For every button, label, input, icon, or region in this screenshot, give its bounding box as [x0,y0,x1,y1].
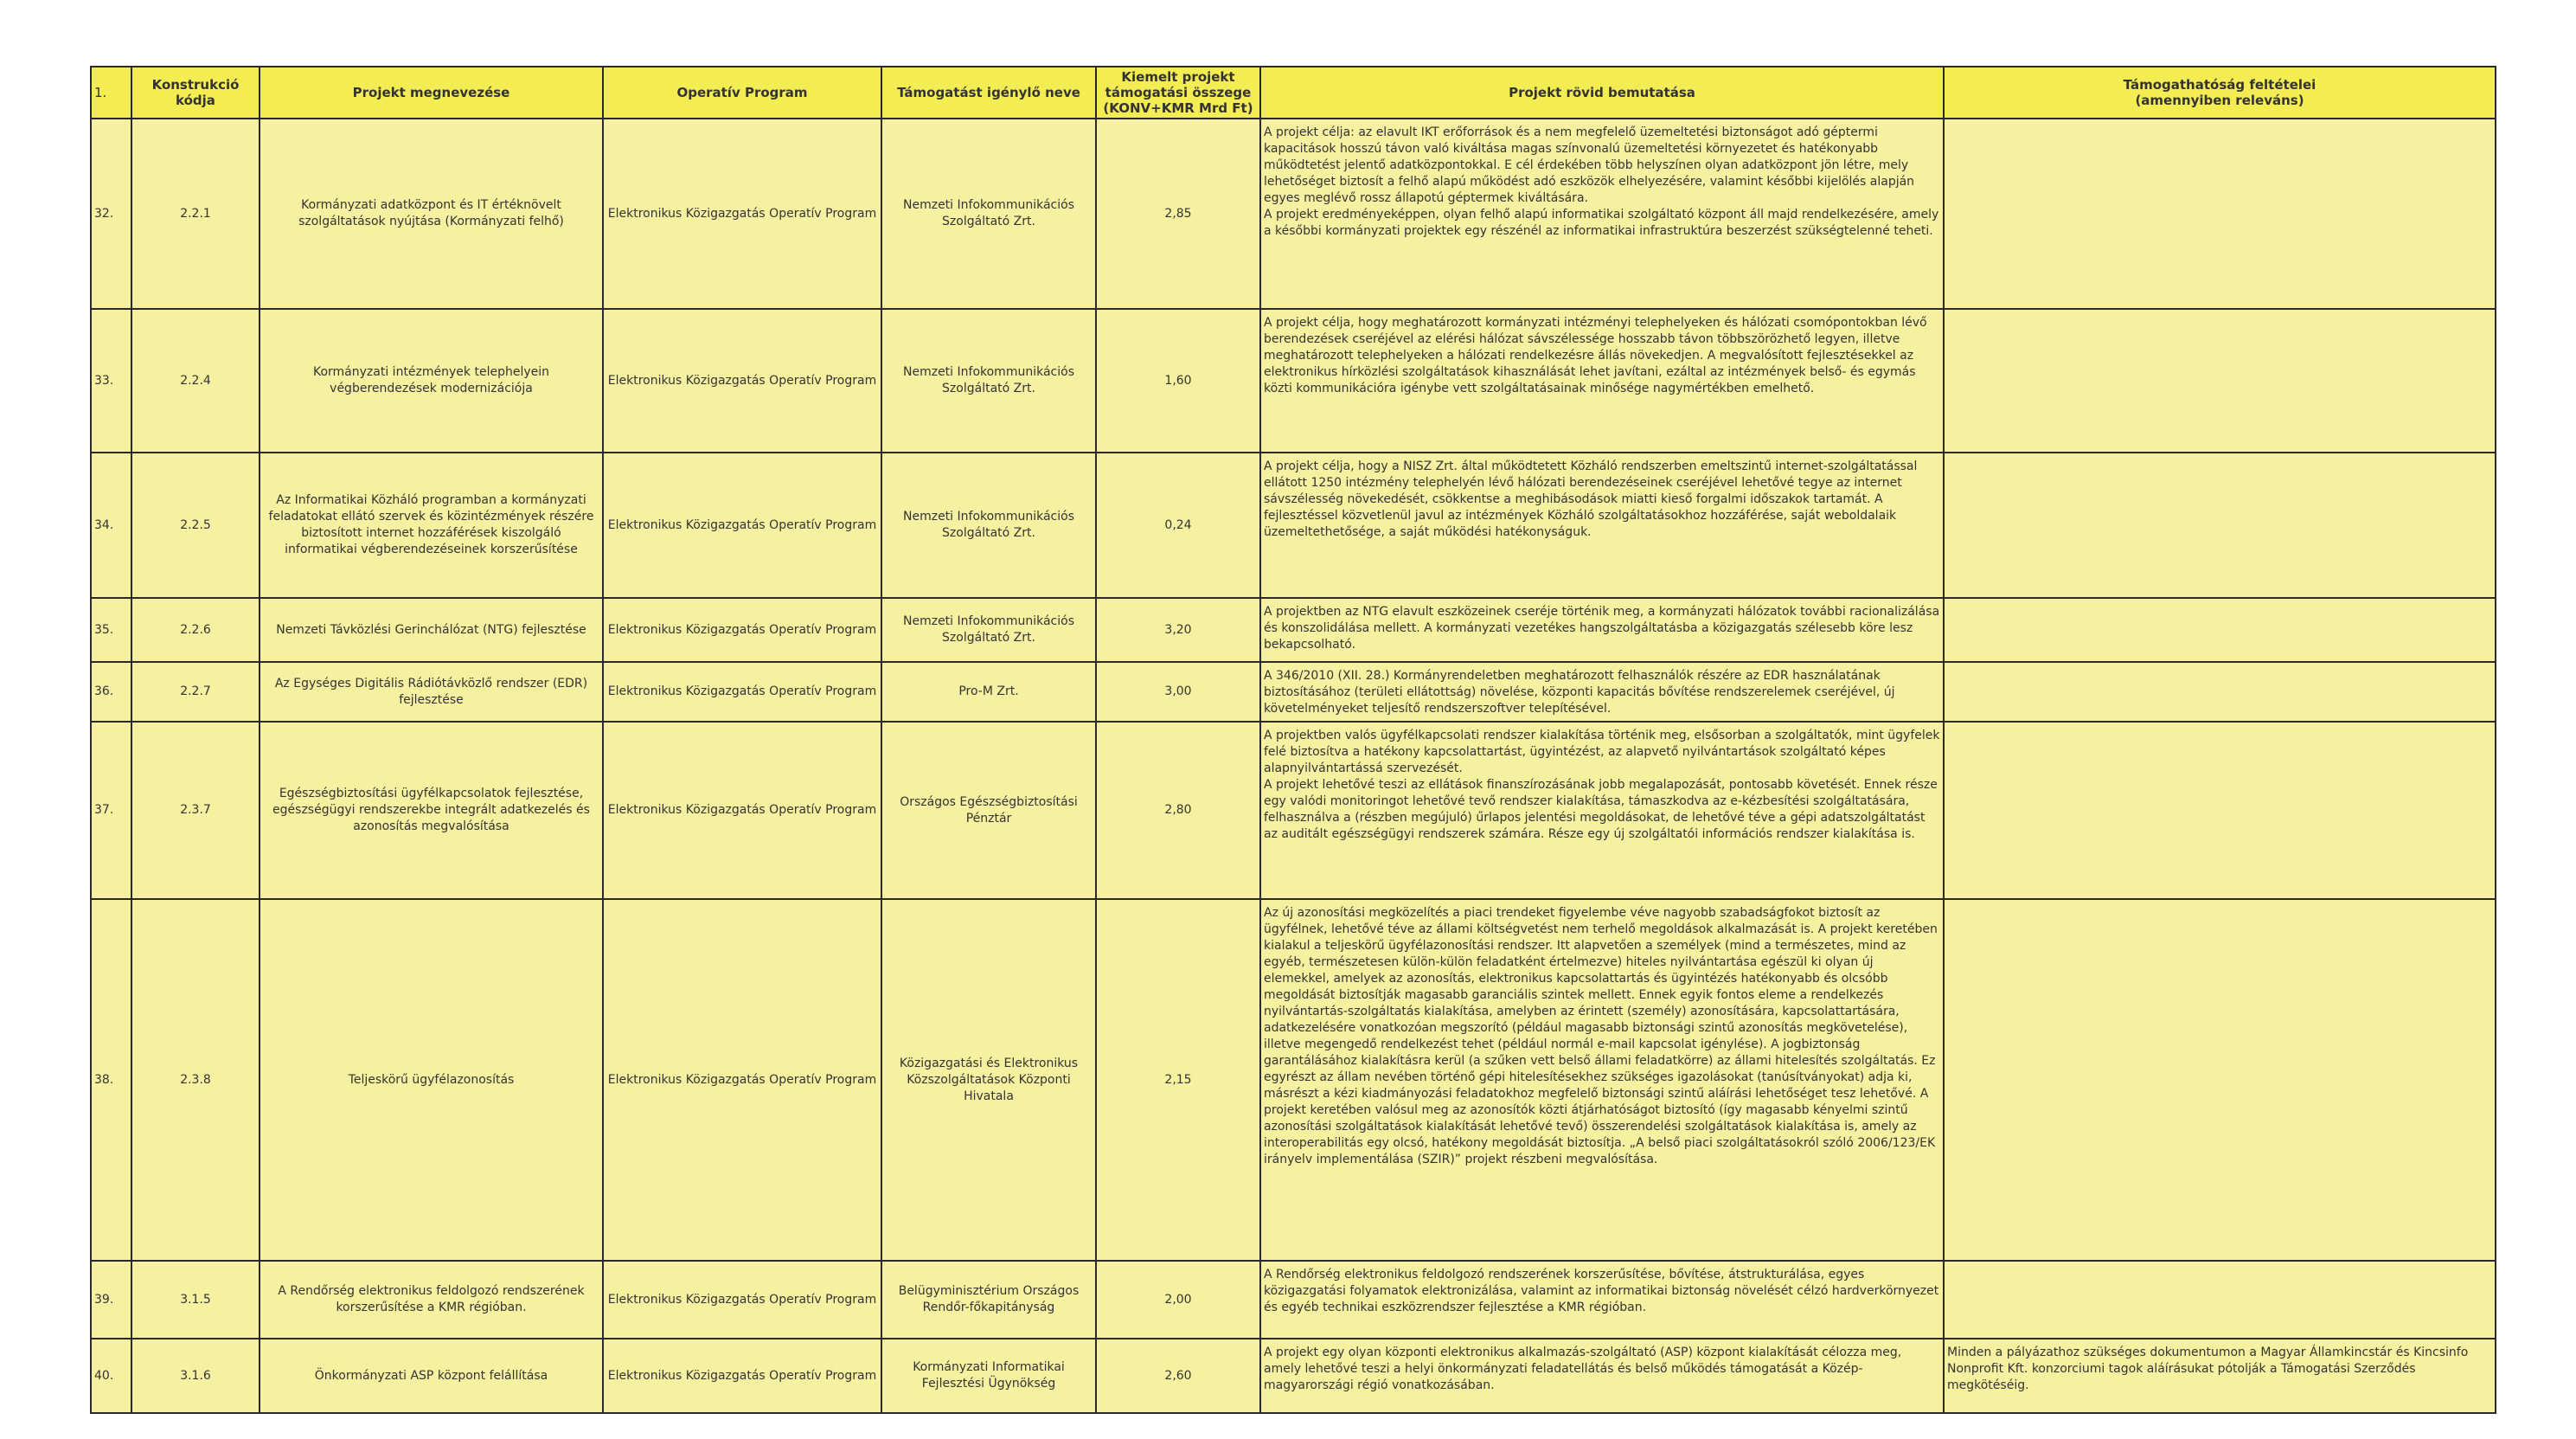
operative-program: Elektronikus Közigazgatás Operatív Program [603,899,881,1261]
operative-program: Elektronikus Közigazgatás Operatív Program [603,662,881,722]
construction-code: 2.2.5 [131,453,260,598]
construction-code: 2.2.6 [131,598,260,662]
support-amount: 3,20 [1096,598,1260,662]
table-row [91,453,2496,598]
applicant-name: Nemzeti Infokommunikációs Szolgáltató Zrt. [881,453,1096,598]
project-name: Egészségbiztosítási ügyfélkapcsolatok fejlesztése, egészségügyi rendszerekbe integrált adatkezelés és azonosítás megvalósítása [260,722,603,899]
applicant-name: Kormányzati Informatikai Fejlesztési Ügynökség [881,1339,1096,1413]
applicant-name: Országos Egészségbiztosítási Pénztár [881,722,1096,899]
applicant-name: Nemzeti Infokommunikációs Szolgáltató Zrt. [881,309,1096,453]
applicant-name: Közigazgatási és Elektronikus Közszolgáltatások Központi Hivatala [881,899,1096,1261]
table-row [91,722,2496,899]
row-number: 39. [91,1261,131,1339]
table-body [91,119,2496,1413]
operative-program: Elektronikus Közigazgatás Operatív Program [603,453,881,598]
row-number: 37. [91,722,131,899]
header-amount: Kiemelt projekt támogatási összege (KONV+KMR Mrd Ft) [1096,67,1260,119]
project-name: A Rendőrség elektronikus feldolgozó rendszerének korszerűsítése a KMR régióban. [260,1261,603,1339]
project-description: A projekt célja, hogy meghatározott kormányzati intézményi telephelyeken és hálózati csomópontokban lévő berendezések cseréjével az elérési hálózat sávszélessége hosszabb távon többszörözhető legyen, illetve meghatározott telephelyeken a hálózati rendelkezésre állás növekedjen. A megvalósított fejlesztésekkel az elektronikus hírközlési szolgáltatások kihasználását lehet javítani, ezáltal az intézmények belső- és egymás közti kommunikációra igénybe vett szolgáltatásainak minősége nagymértékben emelhető. [1260,309,1944,453]
header-num: 1. [91,67,131,119]
operative-program: Elektronikus Közigazgatás Operatív Program [603,309,881,453]
row-number: 34. [91,453,131,598]
project-name: Önkormányzati ASP központ felállítása [260,1339,603,1413]
row-number: 40. [91,1339,131,1413]
support-amount: 1,60 [1096,309,1260,453]
table-row [91,1261,2496,1339]
project-description: A projekt egy olyan központi elektronikus alkalmazás-szolgáltató (ASP) központ kialakítását célozza meg, amely lehetővé teszi a helyi önkormányzati feladatellátás és belső működés támogatását a Közép-magyarországi régió vonatkozásában. [1260,1339,1944,1413]
project-name: Nemzeti Távközlési Gerinchálózat (NTG) fejlesztése [260,598,603,662]
construction-code: 2.2.4 [131,309,260,453]
header-description: Projekt rövid bemutatása [1260,67,1944,119]
header-program: Operatív Program [603,67,881,119]
project-description: A projektben az NTG elavult eszközeinek cseréje történik meg, a kormányzati hálózatok további racionalizálása és konszolidálása mellett. A kormányzati vezetékes hangszolgáltatásba a közigazgatás szélesebb köre lesz bekapcsolható. [1260,598,1944,662]
project-description: A projektben valós ügyfélkapcsolati rendszer kialakítása történik meg, elsősorban a szolgáltatók, mint ügyfelek felé biztosítva a hatékony kapcsolattartást, ügyintézést, az alapvető nyilvántartások szolgáltató képes alapnyilvántartássá szervezését. A projekt lehetővé teszi az ellátások finanszírozásának jobb megalapozását, pontosabb követését. Ennek része egy valódi monitoringot lehetővé tevő rendszer kialakítása, támaszkodva az e-kézbesítési szolgáltatására, felhasználva a (részben megújuló) űrlapos jelentési megoldásokat, de lehetővé téve a gépi adatszolgáltatást az auditált egészségügyi rendszerek számára. Része egy új szolgáltatói információs rendszer kialakítása is. [1260,722,1944,899]
project-description: Az új azonosítási megközelítés a piaci trendeket figyelembe véve nagyobb szabadságfokot biztosít az ügyfélnek, lehetővé téve az állami költségvetést nem terhelő megoldások alkalmazását is. A projekt keretében kialakul a teljeskörű ügyfélazonosítási rendszer. Itt alapvetően a személyek (mind a természetes, mind az egyéb, természetesen külön-külön feladatként értelmezve) hiteles nyilvántartása egészül ki olyan új elemekkel, amelyek az azonosítás, elektronikus kapcsolattartás és ügyintézés hatékonyabb és olcsóbb megoldását biztosítják magasabb garanciális szintek mellett. Ennek egyik fontos eleme a rendelkezés nyilvántartás-szolgáltatás kialakítása, amelyben az érintett (személy) azonosítására, kapcsolattartására, adatkezelésére vonatkozóan megszorító (például magasabb biztonsági szintű azonosítás megkövetelése), illetve megengedő rendelkezést tehet (például normál e-mail kapcsolat igénylése). A jogbiztonság garantálásához kialakításra kerül (a szűken vett belső állami feladatkörre) az állami hitelesítés szolgáltatás. Ez egyrészt az állam nevében történő gépi hitelesítésekhez szükséges igazolásokat (tanúsítványokat) adja ki, másrészt a kézi kiadmányozási feladatokhoz megfelelő biztonsági szintű aláírási lehetőséget tesz lehetővé. A projekt keretében valósul meg az azonosítók közti átjárhatóságot biztosító (így magasabb kényelmi szintű azonosítási szolgáltatások kialakítását lehetővé tevő) összerendelési szolgáltatások kialakítása is, amely az interoperabilitás egy olcsó, hatékony megoldását biztosítja. „A belső piaci szolgáltatásokról szóló 2006/123/EK irányelv implementálása (SZIR)” projekt részbeni megvalósítása. [1260,899,1944,1261]
eligibility-conditions [1944,119,2496,309]
project-name: Teljeskörű ügyfélazonosítás [260,899,603,1261]
table-row [91,1339,2496,1413]
applicant-name: Nemzeti Infokommunikációs Szolgáltató Zrt. [881,119,1096,309]
eligibility-conditions [1944,722,2496,899]
project-description: A projekt célja, hogy a NISZ Zrt. által működtetett Közháló rendszerben emeltszintű internet-szolgáltatással ellátott 1250 intézmény telephelyén lévő hálózati berendezéseinek cseréjével lehetővé tegye az internet sávszélesség növekedését, csökkentse a meghibásodások miatti kieső forgalmi időszakok tartamát. A fejlesztéssel közvetlenül javul az intézmények Közháló szolgáltatásokhoz hozzáférése, saját weboldalaik üzemeltethetősége, a saját működési hatékonyságuk. [1260,453,1944,598]
operative-program: Elektronikus Közigazgatás Operatív Program [603,1261,881,1339]
eligibility-conditions [1944,899,2496,1261]
row-number: 33. [91,309,131,453]
project-name: Kormányzati adatközpont és IT értéknövelt szolgáltatások nyújtása (Kormányzati felhő) [260,119,603,309]
header-project-name: Projekt megnevezése [260,67,603,119]
header-code: Konstrukció kódja [131,67,260,119]
row-number: 35. [91,598,131,662]
construction-code: 2.3.7 [131,722,260,899]
table-row [91,119,2496,309]
construction-code: 2.2.1 [131,119,260,309]
project-description: A projekt célja: az elavult IKT erőforrások és a nem megfelelő üzemeltetési biztonságot adó géptermi kapacitások hosszú távon való kiváltása magas színvonalú üzemeltetési környezetet és hatékonyabb működtetést jelentő adatközpontokkal. E cél érdekében több helyszínen olyan adatközpont jön létre, mely lehetőséget biztosít a felhő alapú működést adó eszközök elhelyezésére, valamint későbbi kijelölés alapján egyes meglévő rossz állapotú géptermek kiváltására. A projekt eredményeképpen, olyan felhő alapú informatikai szolgáltató központ áll majd rendelkezésére, amely a későbbi kormányzati projektek egy részénél az informatikai infrastruktúra beszerzést szükségtelenné teheti. [1260,119,1944,309]
eligibility-conditions [1944,598,2496,662]
eligibility-conditions [1944,309,2496,453]
operative-program: Elektronikus Közigazgatás Operatív Program [603,119,881,309]
row-number: 36. [91,662,131,722]
operative-program: Elektronikus Közigazgatás Operatív Program [603,598,881,662]
support-amount: 2,00 [1096,1261,1260,1339]
applicant-name: Nemzeti Infokommunikációs Szolgáltató Zrt. [881,598,1096,662]
table-row [91,598,2496,662]
eligibility-conditions [1944,1261,2496,1339]
header-applicant: Támogatást igénylő neve [881,67,1096,119]
header-conditions: Támogathatóság feltételei (amennyiben releváns) [1944,67,2496,119]
operative-program: Elektronikus Közigazgatás Operatív Program [603,722,881,899]
project-table [90,66,2496,1414]
support-amount: 0,24 [1096,453,1260,598]
project-name: Kormányzati intézmények telephelyein végberendezések modernizációja [260,309,603,453]
eligibility-conditions [1944,453,2496,598]
construction-code: 2.3.8 [131,899,260,1261]
support-amount: 3,00 [1096,662,1260,722]
table-row [91,899,2496,1261]
construction-code: 3.1.5 [131,1261,260,1339]
construction-code: 3.1.6 [131,1339,260,1413]
support-amount: 2,80 [1096,722,1260,899]
project-name: Az Egységes Digitális Rádiótávközlő rendszer (EDR) fejlesztése [260,662,603,722]
table-row [91,309,2496,453]
project-description: A Rendőrség elektronikus feldolgozó rendszerének korszerűsítése, bővítése, átstrukturálása, egyes közigazgatási folyamatok elektronizálása, valamint az informatikai biztonság növelését célzó hardverkörnyezet és egyéb technikai eszközrendszer fejlesztése a KMR régióban. [1260,1261,1944,1339]
eligibility-conditions [1944,662,2496,722]
support-amount: 2,60 [1096,1339,1260,1413]
row-number: 38. [91,899,131,1261]
row-number: 32. [91,119,131,309]
table-row [91,662,2496,722]
project-description: A 346/2010 (XII. 28.) Kormányrendeletben meghatározott felhasználók részére az EDR használatának biztosításához (területi ellátottság) növelése, központi kapacitás bővítése rendszerelemek cseréjével, új követelményeket teljesítő rendszerszoftver telepítésével. [1260,662,1944,722]
header-row [91,67,2496,119]
applicant-name: Belügyminisztérium Országos Rendőr-főkapitányság [881,1261,1096,1339]
construction-code: 2.2.7 [131,662,260,722]
operative-program: Elektronikus Közigazgatás Operatív Program [603,1339,881,1413]
project-name: Az Informatikai Közháló programban a kormányzati feladatokat ellátó szervek és közintézmények részére biztosított internet hozzáférések kiszolgáló informatikai végberendezéseinek korszerűsítése [260,453,603,598]
eligibility-conditions: Minden a pályázathoz szükséges dokumentumon a Magyar Államkincstár és Kincsinfo Nonprofit Kft. konzorciumi tagok aláírásukat pótolják a Támogatási Szerződés megkötéséig. [1944,1339,2496,1413]
support-amount: 2,15 [1096,899,1260,1261]
support-amount: 2,85 [1096,119,1260,309]
applicant-name: Pro-M Zrt. [881,662,1096,722]
